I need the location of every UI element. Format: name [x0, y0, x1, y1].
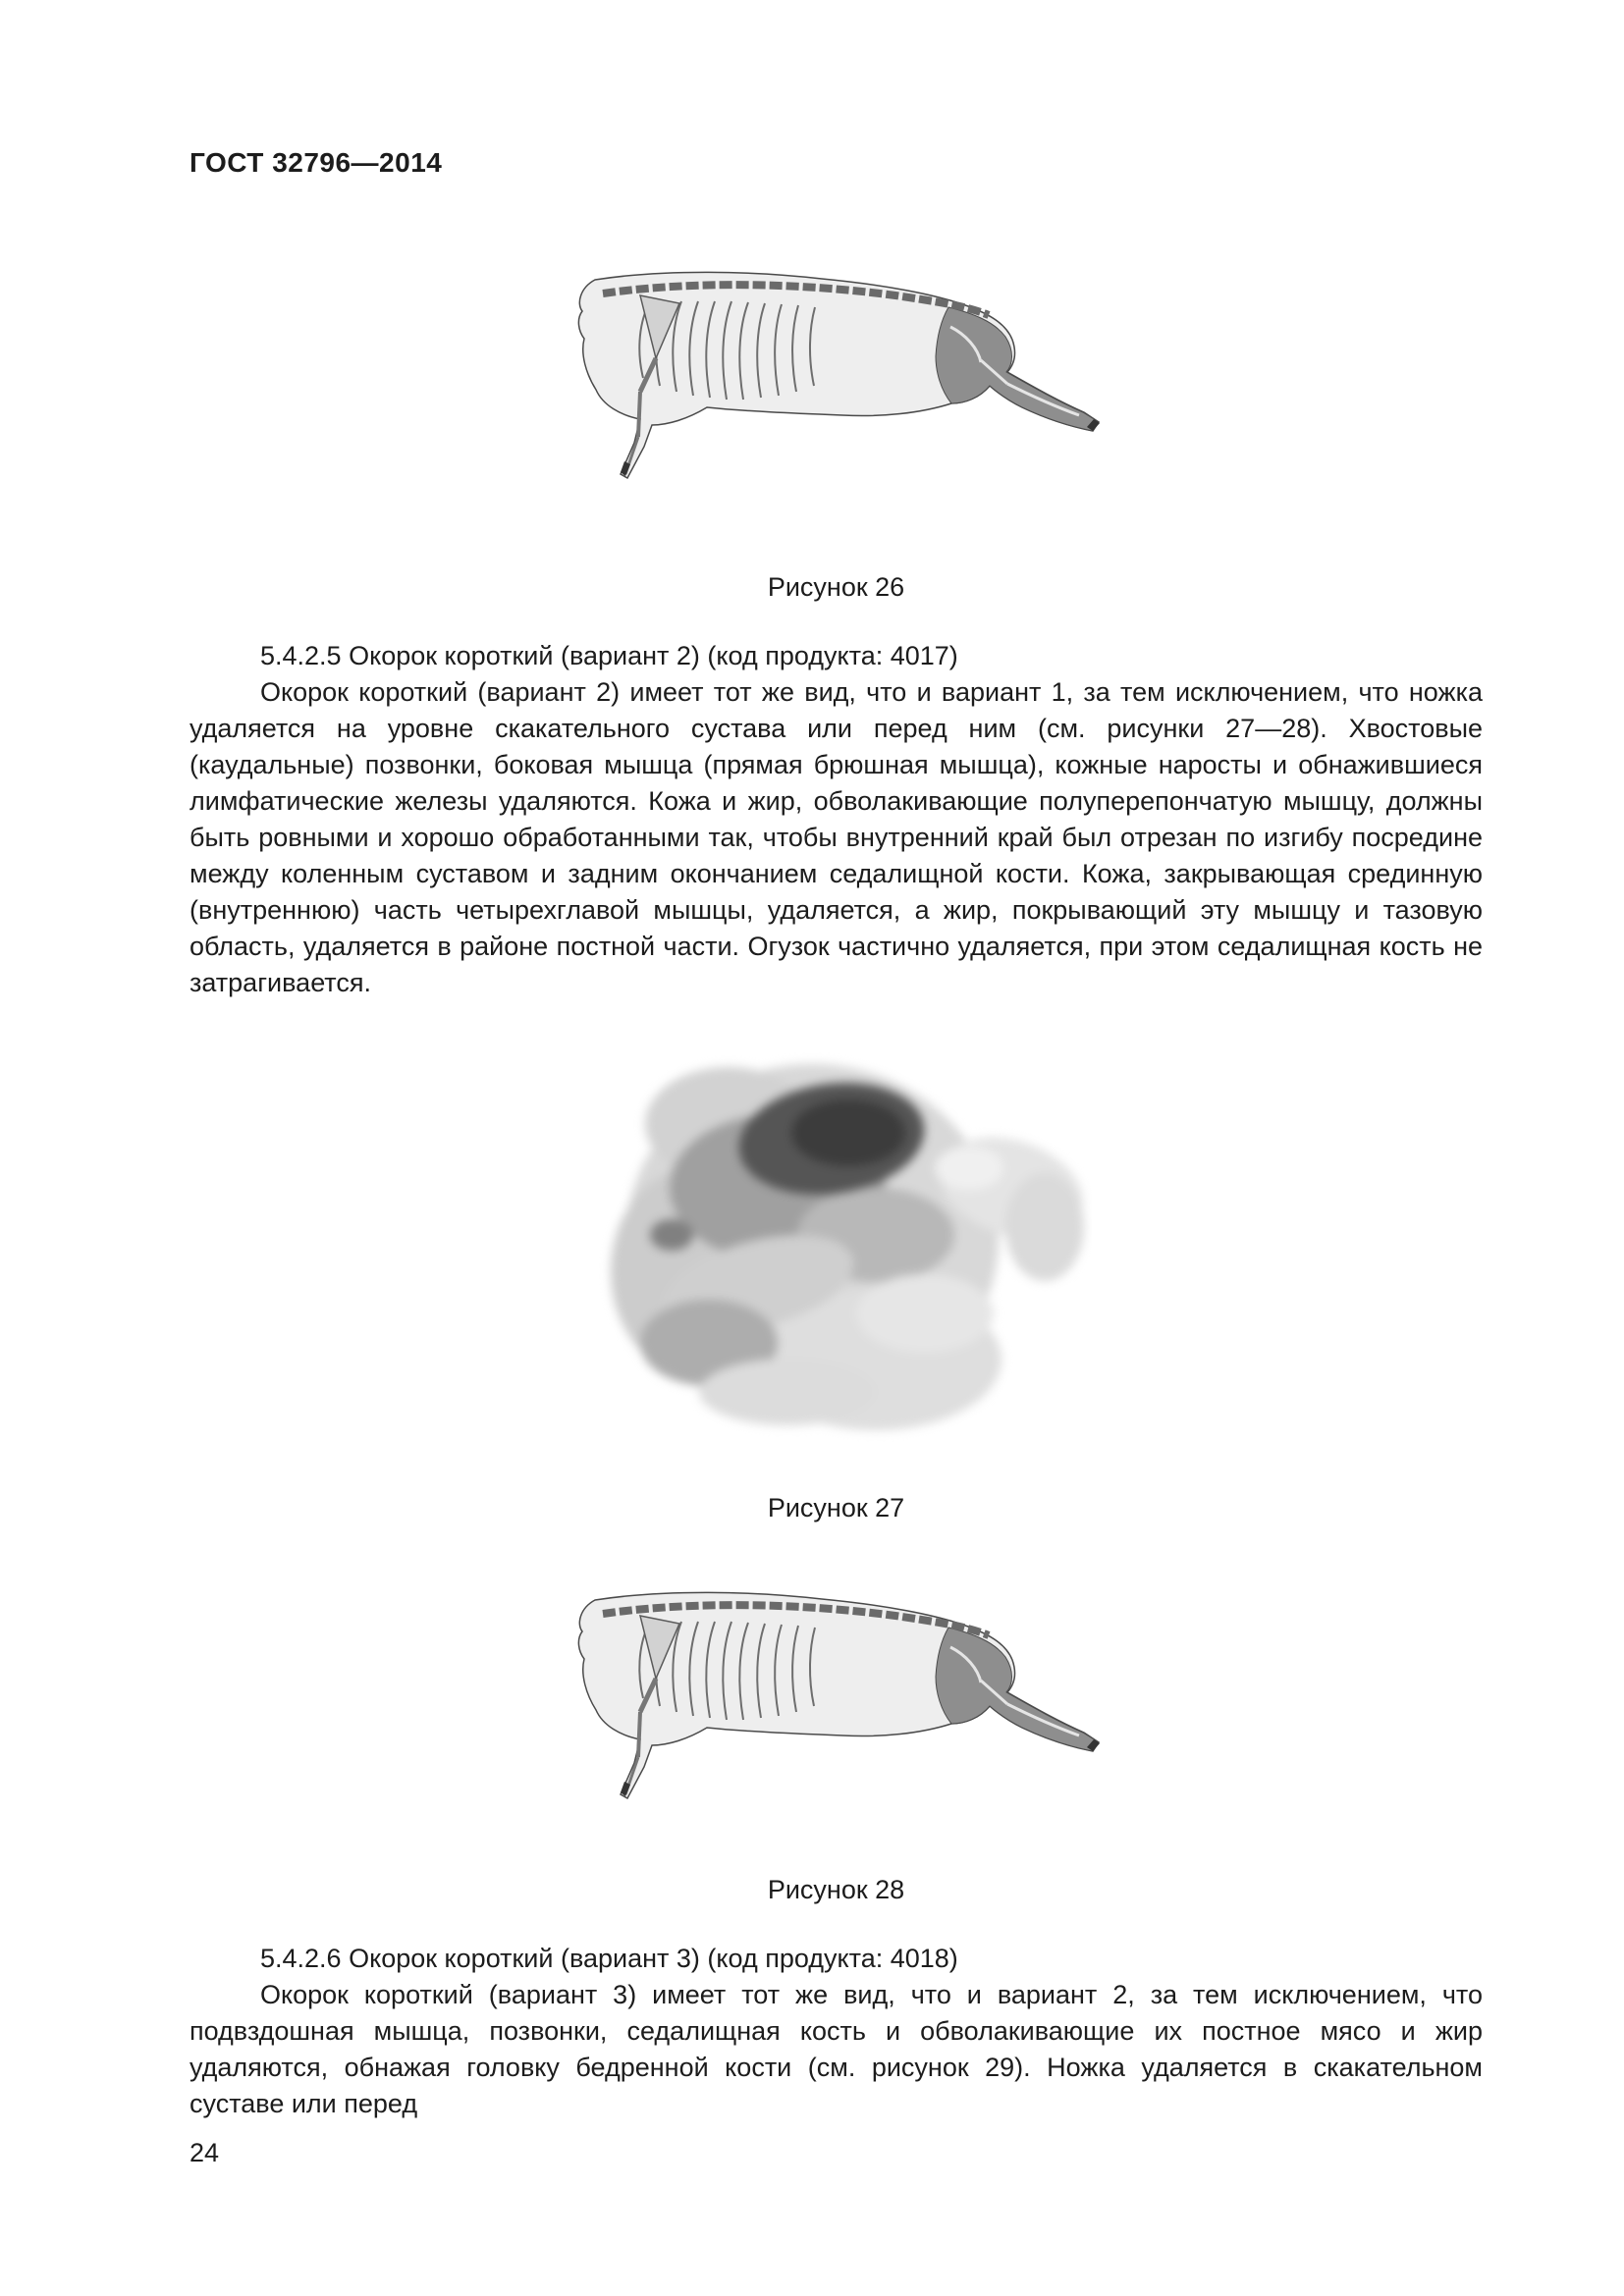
- figure-26-caption: Рисунок 26: [767, 572, 905, 602]
- section-5-4-2-6-heading: 5.4.2.6 Окорок короткий (вариант 3) (код продукта: 4018): [260, 1944, 958, 1973]
- figure-28: [189, 1582, 1483, 1813]
- section-5-4-2-5-heading: 5.4.2.5 Окорок короткий (вариант 2) (код продукта: 4017): [260, 641, 958, 670]
- carcass-skeleton-diagram-image-2: [552, 1582, 1121, 1813]
- figure-27: [189, 1031, 1483, 1448]
- figure-27-caption: Рисунок 27: [767, 1493, 905, 1522]
- short-leg-cut-photo-image: [581, 1031, 1092, 1448]
- figure-26: [189, 262, 1483, 493]
- carcass-skeleton-diagram-image: [552, 262, 1121, 493]
- document-header: ГОСТ 32796—2014: [189, 147, 443, 178]
- figure-28-caption: Рисунок 28: [767, 1875, 905, 1904]
- section-5-4-2-5-body: Окорок короткий (вариант 2) имеет тот же вид, что и вариант 1, за тем исключением, что ножка удаляется на уровне скакательного сустава или перед ним (см. рисунки 27—28). Хвостовые (каудальные) позвонки, боковая мышца (прямая брюшная мышца), кожные наросты и обнажившиеся лимфатические железы удаляются. Кожа и жир, обволакивающие полуперепончатую мышцу, должны быть ровными и хорошо обработанными так, чтобы внутренний край был отрезан по изгибу посредине между коленным суставом и задним окончанием седалищной кости. Кожа, закрывающая срединную (внутреннюю) часть четырехглавой мышцы, удаляется, а жир, покрывающий эту мышцу и тазовую область, удаляется в районе постной части. Огузок частично удаляется, при этом седалищная кость не затрагивается.: [189, 677, 1483, 997]
- page-number: 24: [189, 2138, 220, 2167]
- section-5-4-2-6-body: Окорок короткий (вариант 3) имеет тот же вид, что и вариант 2, за тем исключением, что подвздошная мышца, позвонки, седалищная кость и обволакивающие их постное мясо и жир удаляются, обнажая головку бедренной кости (см. рисунок 29). Ножка удаляется в скакательном суставе или перед: [189, 1980, 1483, 2118]
